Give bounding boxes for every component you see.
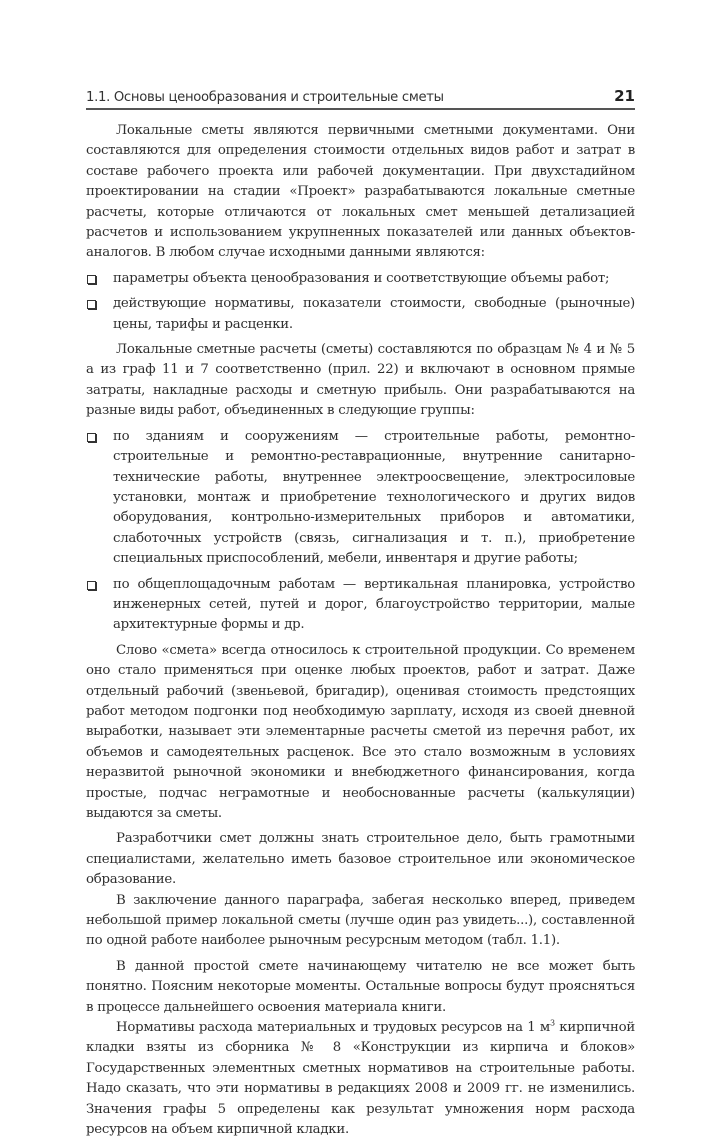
source-data-list [86, 269, 635, 335]
work-groups-list [86, 427, 635, 636]
list-item [86, 294, 635, 335]
paragraph-text: кирпичной кладки взяты из сборника № 8 «Конструкции из кирпича и блоков» Государственных элементных сметных нормативов на строительные работы. Надо сказать, что эти нормативы в редакциях 2008 и 2009 гг. не изменились. Значения графы 5 определены как результат умножения норм расхода ресурсов на объем кирпичной кладки. [86, 1020, 635, 1138]
superscript: 3 [550, 1018, 555, 1028]
list-item [86, 427, 635, 570]
checkbox-bullet-icon [87, 275, 96, 284]
list-item [86, 575, 635, 636]
body-text [86, 121, 635, 1141]
paragraph: В заключение данного параграфа, забегая несколько вперед, приведем небольшой пример локальной сметы (лучше один раз увидеть...), составленной по одной работе наиболее рыночным ресурсным методом (табл. 1.1). [86, 892, 635, 949]
paragraph: Разработчики смет должны знать строительное дело, быть грамотными специалистами, желательно иметь базовое строительное или экономическое образование. [86, 831, 635, 888]
checkbox-bullet-icon [87, 300, 96, 309]
paragraph: Локальные сметы являются первичными сметными документами. Они составляются для определения стоимости отдельных видов работ и затрат в составе рабочего проекта или рабочей документации. При двухстадийном проектировании на стадии «Проект» разрабатываются локальные сметные расчеты, которые отличаются от локальных смет меньшей детализацией расчетов и использованием укрупненных показателей или данных объектов-аналогов. В любом случае исходными данными являются: [86, 123, 635, 261]
paragraph [86, 1018, 635, 1140]
list-item-text: параметры объекта ценообразования и соответствующие объемы работ; [113, 270, 610, 286]
running-title: 1.1. Основы ценообразования и строительные сметы [86, 90, 444, 105]
paragraph: В данной простой смете начинающему читателю не все может быть понятно. Поясним некоторые моменты. Остальные вопросы будут проясняться в процессе дальнейшего освоения материала книги. [86, 958, 635, 1015]
list-item-text: действующие нормативы, показатели стоимости, свободные (рыночные) цены, тарифы и расценки. [113, 296, 635, 332]
paragraph: Локальные сметные расчеты (сметы) составляются по образцам № 4 и № 5 а из граф 11 и 7 соответственно (прил. 22) и включают в основном прямые затраты, накладные расходы и сметную прибыль. Они разрабатываются на разные виды работ, объединенных в следующие группы: [86, 342, 635, 419]
paragraph: Слово «смета» всегда относилось к строительной продукции. Со временем оно стало применяться при оценке любых проектов, работ и затрат. Даже отдельный рабочий (звеньевой, бригадир), оценивая стоимость предстоящих работ методом подгонки под необходимую зарплату, исходя из своей дневной выработки, называет эти элементарные расчеты сметой из перечня работ, их объемов и самодеятельных расценок. Все это стало возможным в условиях неразвитой рыночной экономики и внебюджетного финансирования, когда простые, подчас неграмотные и необоснованные расчеты (калькуляции) выдаются за сметы. [86, 642, 635, 821]
paragraph-text: Нормативы расхода материальных и трудовых ресурсов на 1 м [116, 1020, 550, 1036]
page-number: 21 [614, 87, 635, 105]
checkbox-bullet-icon [87, 433, 96, 442]
list-item-text: по зданиям и сооружениям — строительные работы, ремонтно-строительные и ремонтно-реставрационные, внутренние санитарно-технические работы, внутреннее электроосвещение, электросиловые установки, монтаж и приобретение технологического и других видов оборудования, контрольно-измерительных приборов и автоматики, слаботочных устройств (связь, сигнализация и т. п.), приобретение специальных приспособлений, мебели, инвентаря и другие работы; [113, 428, 635, 567]
checkbox-bullet-icon [87, 581, 96, 590]
running-header [86, 88, 635, 110]
list-item [86, 269, 635, 289]
list-item-text: по общеплощадочным работам — вертикальная планировка, устройство инженерных сетей, путей и дорог, благоустройство территории, малые архитектурные формы и др. [113, 576, 635, 633]
